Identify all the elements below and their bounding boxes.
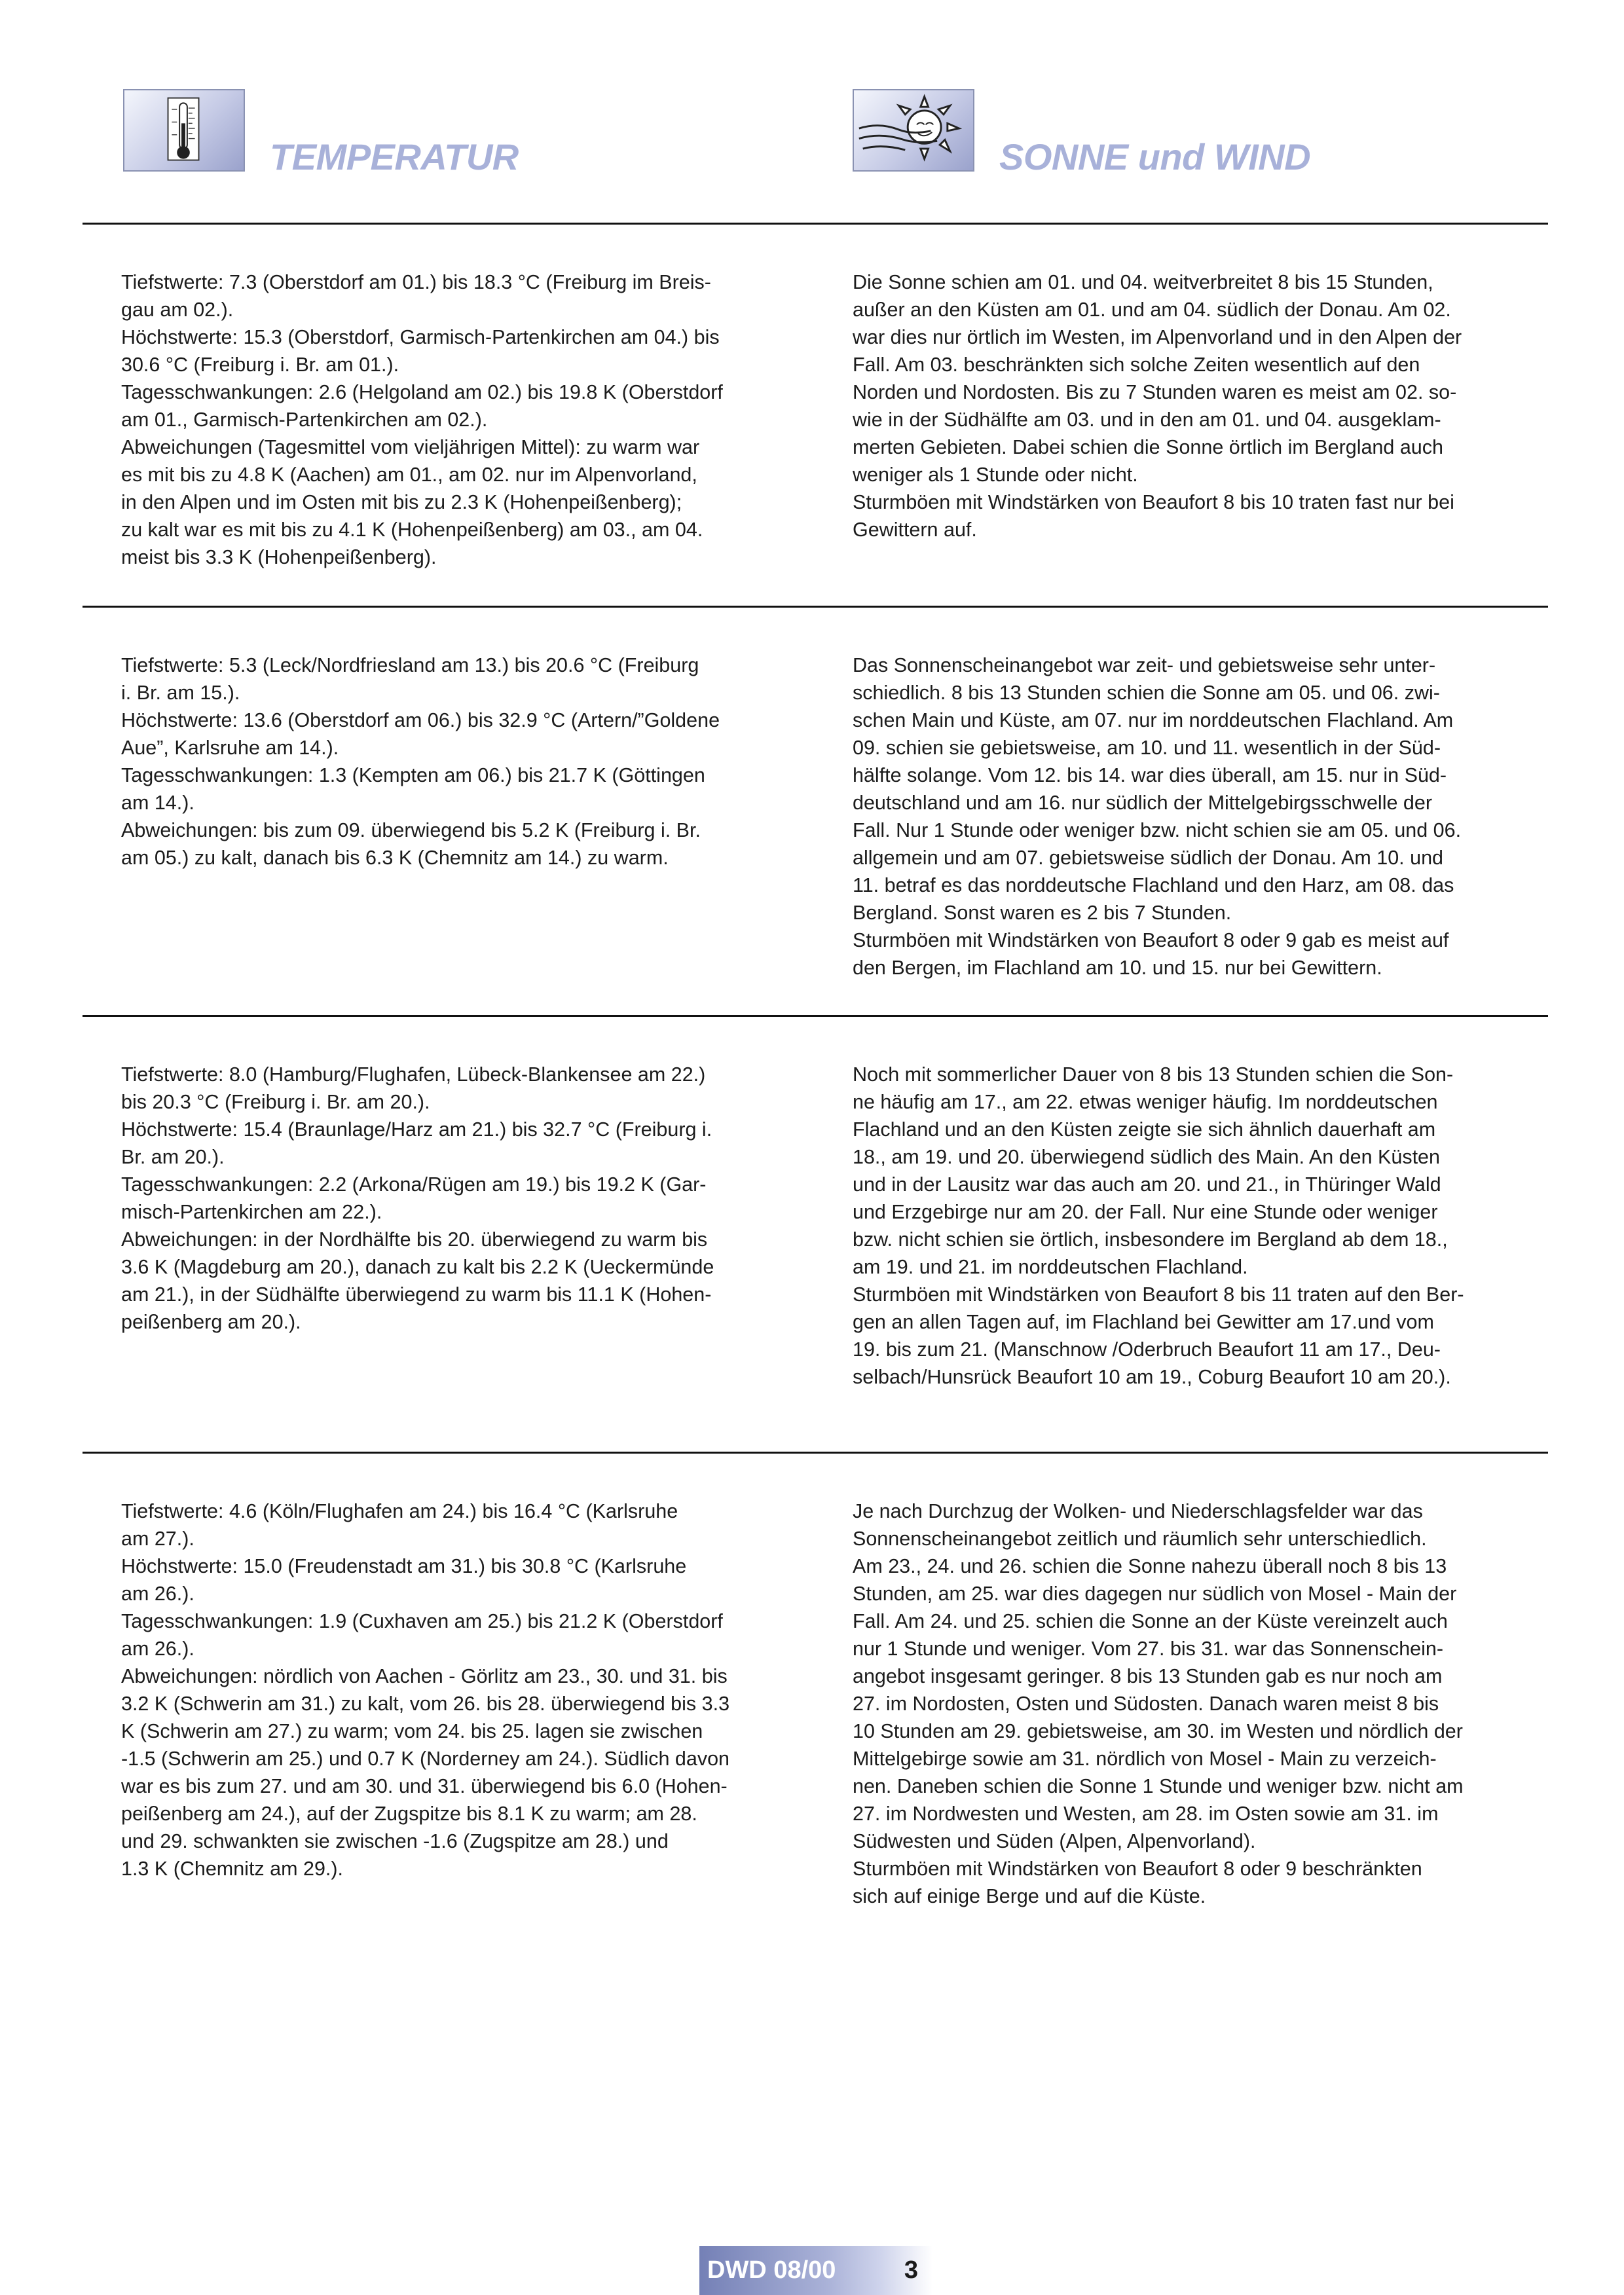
text-line: Höchstwerte: 15.4 (Braunlage/Harz am 21.) bis 32.7 °C (Freiburg i. — [121, 1118, 712, 1141]
text-line: Tiefstwerte: 8.0 (Hamburg/Flughafen, Lübeck-Blankensee am 22.) — [121, 1063, 706, 1086]
page-number: 3 — [904, 2256, 918, 2284]
text-line: 09. schien sie gebietsweise, am 10. und 11. wesentlich in der Süd- — [853, 737, 1441, 759]
text-line: nur 1 Stunde und weniger. Vom 27. bis 31. war das Sonnenschein- — [853, 1638, 1444, 1660]
text-line: 3.6 K (Magdeburg am 20.), danach zu kalt bis 2.2 K (Ueckermünde — [121, 1256, 714, 1278]
text-line: Sturmböen mit Windstärken von Beaufort 8 oder 9 beschränkten — [853, 1858, 1422, 1880]
text-line: zu kalt war es mit bis zu 4.1 K (Hohenpeißenberg) am 03., am 04. — [121, 519, 703, 541]
text-line: Aue”, Karlsruhe am 14.). — [121, 737, 339, 759]
text-line: Tiefstwerte: 7.3 (Oberstdorf am 01.) bis 18.3 °C (Freiburg im Breis- — [121, 271, 711, 293]
text-line: Fall. Nur 1 Stunde oder weniger bzw. nicht schien sie am 05. und 06. — [853, 819, 1462, 841]
text-line: schiedlich. 8 bis 13 Stunden schien die Sonne am 05. und 06. zwi- — [853, 682, 1440, 704]
text-line: Höchstwerte: 15.0 (Freudenstadt am 31.) bis 30.8 °C (Karlsruhe — [121, 1555, 687, 1577]
text-line: Tagesschwankungen: 1.9 (Cuxhaven am 25.) bis 21.2 K (Oberstdorf — [121, 1610, 723, 1632]
text-line: misch-Partenkirchen am 22.). — [121, 1201, 382, 1223]
text-line: 27. im Nordwesten und Westen, am 28. im Osten sowie am 31. im — [853, 1803, 1439, 1825]
text-line: Sturmböen mit Windstärken von Beaufort 8 oder 9 gab es meist auf — [853, 929, 1449, 951]
text-line: Fall. Am 03. beschränkten sich solche Zeiten wesentlich auf den — [853, 354, 1420, 376]
text-line: Südwesten und Süden (Alpen, Alpenvorland). — [853, 1830, 1256, 1852]
text-line: 27. im Nordosten, Osten und Südosten. Danach waren meist 8 bis — [853, 1693, 1439, 1715]
text-line: allgemein und am 07. gebietsweise südlich der Donau. Am 10. und — [853, 847, 1443, 869]
text-line: ne häufig am 17., am 22. etwas weniger häufig. Im norddeutschen — [853, 1091, 1438, 1113]
text-line: Sturmböen mit Windstärken von Beaufort 8 bis 10 traten fast nur bei — [853, 491, 1454, 513]
text-line: 3.2 K (Schwerin am 31.) zu kalt, vom 26. bis 28. überwiegend bis 3.3 — [121, 1693, 730, 1715]
text-line: sich auf einige Berge und auf die Küste. — [853, 1885, 1206, 1907]
temperatur-text-4 — [121, 1497, 851, 1882]
text-line: Die Sonne schien am 01. und 04. weitverbreitet 8 bis 15 Stunden, — [853, 271, 1433, 293]
text-line: 1.3 K (Chemnitz am 29.). — [121, 1858, 344, 1880]
text-line: merten Gebieten. Dabei schien die Sonne örtlich im Bergland auch — [853, 436, 1443, 458]
text-line: hälfte solange. Vom 12. bis 14. war dies überall, am 15. nur in Süd- — [853, 764, 1447, 786]
text-line: Tiefstwerte: 5.3 (Leck/Nordfriesland am 13.) bis 20.6 °C (Freiburg — [121, 654, 699, 676]
temperatur-text-2 — [121, 652, 851, 872]
text-line: -1.5 (Schwerin am 25.) und 0.7 K (Norderney am 24.). Südlich davon — [121, 1748, 730, 1770]
text-line: Abweichungen: in der Nordhälfte bis 20. überwiegend zu warm bis — [121, 1228, 708, 1251]
text-line: nen. Daneben schien die Sonne 1 Stunde und weniger bzw. nicht am — [853, 1775, 1464, 1797]
text-line: gau am 02.). — [121, 299, 234, 321]
text-line: gen an allen Tagen auf, im Flachland bei Gewitter am 17.und vom — [853, 1311, 1434, 1333]
text-line: deutschland und am 16. nur südlich der Mittelgebirgsschwelle der — [853, 792, 1432, 814]
sonne-wind-heading: SONNE und WIND — [999, 136, 1311, 177]
text-line: Sturmböen mit Windstärken von Beaufort 8 bis 11 traten auf den Ber- — [853, 1283, 1464, 1306]
sonne-wind-text-4 — [853, 1497, 1583, 1910]
temperatur-text-1 — [121, 268, 851, 571]
text-line: und 29. schwankten sie zwischen -1.6 (Zugspitze am 28.) und — [121, 1830, 669, 1852]
text-line: Gewittern auf. — [853, 519, 977, 541]
text-line: am 19. und 21. im norddeutschen Flachland. — [853, 1256, 1248, 1278]
section-divider — [83, 223, 1548, 225]
thermometer-icon — [123, 89, 245, 172]
text-line: bis 20.3 °C (Freiburg i. Br. am 20.). — [121, 1091, 430, 1113]
text-line: 10 Stunden am 29. gebietsweise, am 30. im Westen und nördlich der — [853, 1720, 1463, 1742]
text-line: und Erzgebirge nur am 20. der Fall. Nur eine Stunde oder weniger — [853, 1201, 1438, 1223]
text-line: Br. am 20.). — [121, 1146, 225, 1168]
section-divider — [83, 1452, 1548, 1454]
text-line: war dies nur örtlich im Westen, im Alpenvorland und in den Alpen der — [853, 326, 1462, 348]
text-line: Sonnenscheinangebot zeitlich und räumlich sehr unterschiedlich. — [853, 1528, 1427, 1550]
text-line: peißenberg am 24.), auf der Zugspitze bis 8.1 K zu warm; am 28. — [121, 1803, 697, 1825]
text-line: schen Main und Küste, am 07. nur im norddeutschen Flachland. Am — [853, 709, 1454, 731]
sonne-wind-text-2 — [853, 652, 1583, 982]
text-line: 30.6 °C (Freiburg i. Br. am 01.). — [121, 354, 399, 376]
text-line: K (Schwerin am 27.) zu warm; vom 24. bis 25. lagen sie zwischen — [121, 1720, 703, 1742]
text-line: Mittelgebirge sowie am 31. nördlich von Mosel - Main zu verzeich- — [853, 1748, 1437, 1770]
text-line: 18., am 19. und 20. überwiegend südlich des Main. An den Küsten — [853, 1146, 1440, 1168]
text-line: Abweichungen (Tagesmittel vom vieljährigen Mittel): zu warm war — [121, 436, 700, 458]
section-divider — [83, 606, 1548, 608]
temperatur-text-3 — [121, 1061, 851, 1336]
text-line: am 14.). — [121, 792, 194, 814]
text-line: 11. betraf es das norddeutsche Flachland und den Harz, am 08. das — [853, 874, 1454, 896]
text-line: am 01., Garmisch-Partenkirchen am 02.). — [121, 409, 488, 431]
text-line: am 26.). — [121, 1638, 194, 1660]
text-line: Abweichungen: nördlich von Aachen - Görlitz am 23., 30. und 31. bis — [121, 1665, 728, 1687]
text-line: Tagesschwankungen: 2.6 (Helgoland am 02.) bis 19.8 K (Oberstdorf — [121, 381, 723, 403]
text-line: in den Alpen und im Osten mit bis zu 2.3 K (Hohenpeißenberg); — [121, 491, 682, 513]
text-line: am 21.), in der Südhälfte überwiegend zu warm bis 11.1 K (Hohen- — [121, 1283, 712, 1306]
text-line: Bergland. Sonst waren es 2 bis 7 Stunden. — [853, 902, 1232, 924]
text-line: es mit bis zu 4.8 K (Aachen) am 01., am 02. nur im Alpenvorland, — [121, 464, 697, 486]
text-line: Am 23., 24. und 26. schien die Sonne nahezu überall noch 8 bis 13 — [853, 1555, 1447, 1577]
text-line: meist bis 3.3 K (Hohenpeißenberg). — [121, 546, 437, 568]
temperatur-heading: TEMPERATUR — [270, 136, 519, 177]
page-footer — [699, 2246, 932, 2295]
section-divider — [83, 1015, 1548, 1017]
text-line: Das Sonnenscheinangebot war zeit- und gebietsweise sehr unter- — [853, 654, 1436, 676]
text-line: war es bis zum 27. und am 30. und 31. überwiegend bis 6.0 (Hohen- — [121, 1775, 728, 1797]
text-line: wie in der Südhälfte am 03. und in den am 01. und 04. ausgeklam- — [853, 409, 1441, 431]
sonne-wind-text-1 — [853, 268, 1583, 543]
text-line: Höchstwerte: 13.6 (Oberstdorf am 06.) bis 32.9 °C (Artern/”Goldene — [121, 709, 720, 731]
text-line: Stunden, am 25. war dies dagegen nur südlich von Mosel - Main der — [853, 1583, 1457, 1605]
text-line: Höchstwerte: 15.3 (Oberstdorf, Garmisch-Partenkirchen am 04.) bis — [121, 326, 720, 348]
text-line: den Bergen, im Flachland am 10. und 15. nur bei Gewittern. — [853, 957, 1382, 979]
text-line: am 05.) zu kalt, danach bis 6.3 K (Chemnitz am 14.) zu warm. — [121, 847, 669, 869]
text-line: Je nach Durchzug der Wolken- und Niederschlagsfelder war das — [853, 1500, 1423, 1522]
text-line: außer an den Küsten am 01. und am 04. südlich der Donau. Am 02. — [853, 299, 1451, 321]
text-line: Tiefstwerte: 4.6 (Köln/Flughafen am 24.) bis 16.4 °C (Karlsruhe — [121, 1500, 678, 1522]
text-line: bzw. nicht schien sie örtlich, insbesondere im Bergland ab dem 18., — [853, 1228, 1448, 1251]
publication-label: DWD 08/00 — [707, 2256, 836, 2284]
text-line: Abweichungen: bis zum 09. überwiegend bis 5.2 K (Freiburg i. Br. — [121, 819, 701, 841]
sonne-wind-text-3 — [853, 1061, 1583, 1391]
text-line: Fall. Am 24. und 25. schien die Sonne an der Küste vereinzelt auch — [853, 1610, 1448, 1632]
text-line: und in der Lausitz war das auch am 20. und 21., in Thüringer Wald — [853, 1173, 1441, 1196]
text-line: Noch mit sommerlicher Dauer von 8 bis 13 Stunden schien die Son- — [853, 1063, 1454, 1086]
text-line: angebot insgesamt geringer. 8 bis 13 Stunden gab es nur noch am — [853, 1665, 1443, 1687]
text-line: Tagesschwankungen: 2.2 (Arkona/Rügen am 19.) bis 19.2 K (Gar- — [121, 1173, 707, 1196]
text-line: am 27.). — [121, 1528, 194, 1550]
text-line: weniger als 1 Stunde oder nicht. — [853, 464, 1138, 486]
text-line: selbach/Hunsrück Beaufort 10 am 19., Coburg Beaufort 10 am 20.). — [853, 1366, 1451, 1388]
text-line: 19. bis zum 21. (Manschnow /Oderbruch Beaufort 11 am 17., Deu- — [853, 1338, 1441, 1361]
text-line: Tagesschwankungen: 1.3 (Kempten am 06.) bis 21.7 K (Göttingen — [121, 764, 705, 786]
text-line: am 26.). — [121, 1583, 194, 1605]
sun-wind-icon — [853, 89, 974, 172]
text-line: Flachland und an den Küsten zeigte sie sich ähnlich dauerhaft am — [853, 1118, 1436, 1141]
text-line: i. Br. am 15.). — [121, 682, 240, 704]
text-line: peißenberg am 20.). — [121, 1311, 301, 1333]
text-line: Norden und Nordosten. Bis zu 7 Stunden waren es meist am 02. so- — [853, 381, 1457, 403]
